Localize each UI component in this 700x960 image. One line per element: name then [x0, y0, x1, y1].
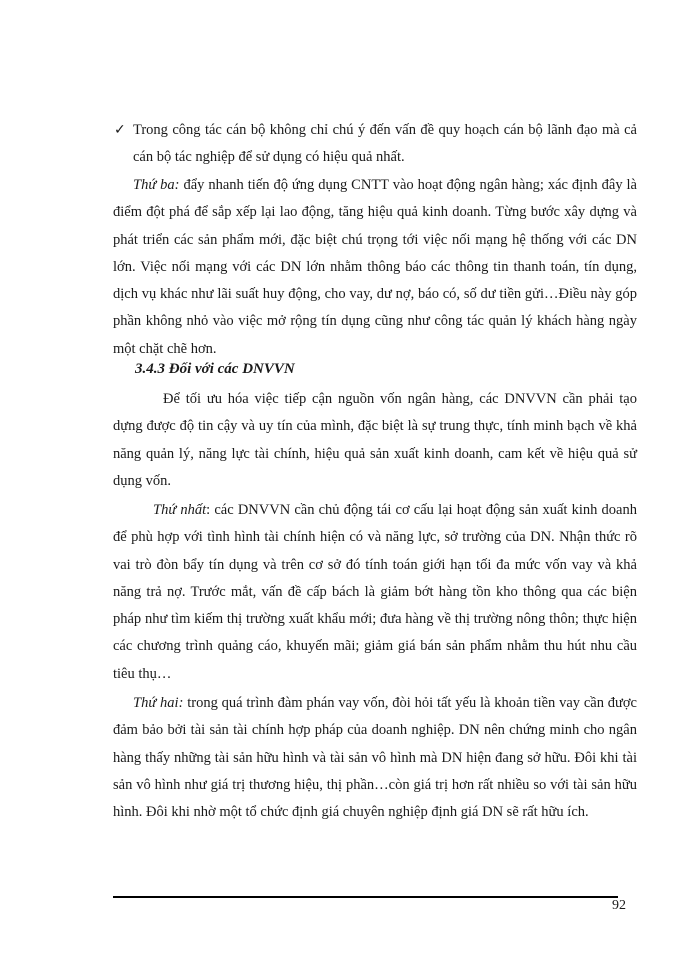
paragraph-text: : các DNVVN cần chủ động tái cơ cấu lại hoạt động sản xuất kinh doanh để phù hợp với tình hình tài chính hiện có và năng lực, sở trường của DN. Nhận thức rõ vai trò đòn bẩy tín dụng và trên cơ sở đó tính toán giới hạn tối đa mức vốn vay và khả năng trả nợ. Trước mắt, vấn đề cấp bách là giảm bớt hàng tồn kho thông qua các biện pháp như tìm kiếm thị trường xuất khẩu mới; đưa hàng về thị trường nông thôn; thực hiện các chương trình quảng cáo, khuyến mãi; giảm giá bán sản phẩm nhằm thu hút nhu cầu tiêu thụ… — [113, 502, 637, 682]
paragraph-thu-hai — [113, 690, 637, 826]
paragraph-text: trong quá trình đàm phán vay vốn, đòi hỏi tất yếu là khoản tiền vay cần được đảm bảo bởi tài sản tài chính hợp pháp của doanh nghiệp. DN nên chứng minh cho ngân hàng thấy những tài sản hữu hình và tài sản vô hình mà DN hiện đang sở hữu. Đôi khi tài sản vô hình như giá trị thương hiệu, thị phần…còn giá trị hơn rất nhiều so với tài sản hữu hình. Đôi khi nhờ một tổ chức định giá chuyên nghiệp định giá DN sẽ rất hữu ích. — [113, 695, 637, 821]
paragraph-thu-ba — [113, 172, 637, 363]
page-number: 92 — [612, 898, 626, 913]
paragraph-dnvvn: Để tối ưu hóa việc tiếp cận nguồn vốn ngân hàng, các DNVVN cần phải tạo dựng được độ tin cậy và uy tín của mình, đặc biệt là sự trung thực, tính minh bạch về khả năng quản lý, năng lực tài chính, hiệu quả sản xuất kinh doanh, cam kết về hiệu quả sử dụng vốn. — [113, 391, 637, 489]
checkmark-icon: ✓ — [114, 122, 126, 138]
section-heading: 3.4.3 Đối với các DNVVN — [135, 361, 295, 377]
paragraph-lead: Thứ nhất — [153, 502, 207, 518]
paragraph-thu-nhat — [113, 497, 637, 688]
bullet-text: Trong công tác cán bộ không chỉ chú ý đến vấn đề quy hoạch cán bộ lãnh đạo mà cả cán bộ tác nghiệp để sử dụng có hiệu quả nhất. — [133, 122, 637, 166]
paragraph-text: đẩy nhanh tiến độ ứng dụng CNTT vào hoạt động ngân hàng; xác định đây là điểm đột phá để sắp xếp lại lao động, tăng hiệu quả kinh doanh. Từng bước xây dựng và phát triển các sản phẩm mới, đặc biệt chú trọng tới việc nối mạng hệ thống với các DN lớn. Việc nối mạng với các DN lớn nhằm thông báo các thông tin thanh toán, tín dụng, dịch vụ khác như lãi suất huy động, cho vay, dư nợ, báo có, số dư tiền gửi…Điều này góp phần không nhỏ vào việc mở rộng tín dụng cũng như công tác quản lý khách hàng ngày một chặt chẽ hơn. — [113, 177, 637, 357]
paragraph-lead: Thứ hai: — [133, 695, 184, 711]
bullet-paragraph — [114, 117, 637, 172]
footer-rule — [113, 896, 618, 898]
paragraph-lead: Thứ ba: — [133, 177, 180, 193]
